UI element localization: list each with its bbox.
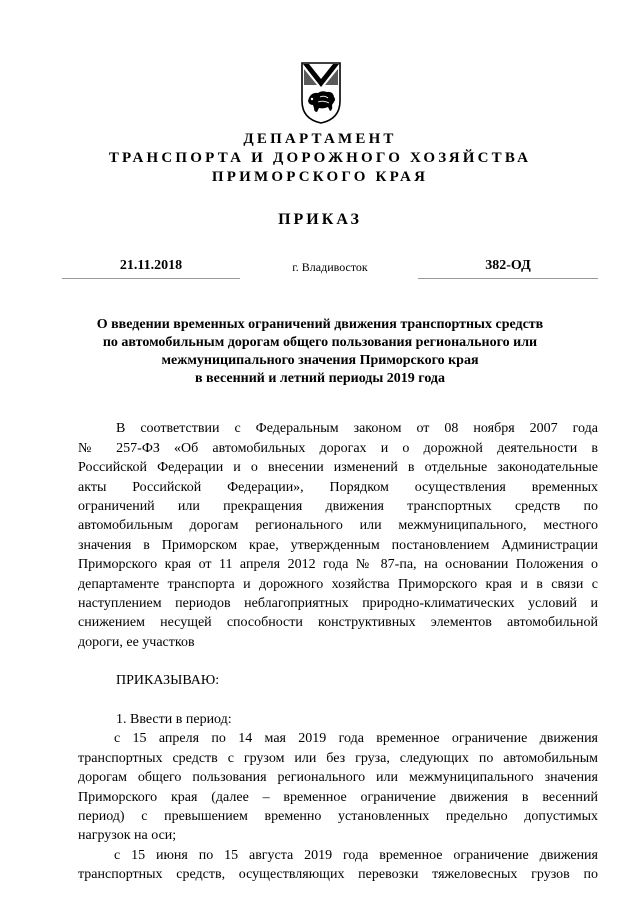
spring-restriction-line: Приморского края (далее – временное ограничение движения в весенний xyxy=(78,790,598,805)
document-type-title: ПРИКАЗ xyxy=(278,211,362,228)
preamble-line: акты Российской Федерации», Порядком осуществления временных xyxy=(78,480,598,495)
preamble-line: Приморского края от 11 апреля 2012 года № 87-па, на основании Положения о xyxy=(78,557,598,572)
order-date: 21.11.2018 xyxy=(62,258,240,279)
preamble-line: автомобильным дорогам регионального или межмуниципального, местного xyxy=(78,518,598,533)
department-name-line-1: ДЕПАРТАМЕНТ xyxy=(243,131,397,147)
preamble-line: снижением несущей способности конструктивных элементов автомобильной xyxy=(78,615,598,630)
order-city: г. Владивосток xyxy=(292,260,368,274)
order-directive: ПРИКАЗЫВАЮ: xyxy=(116,673,220,688)
department-name-line-3: ПРИМОРСКОГО КРАЯ xyxy=(211,169,429,185)
summer-restriction-line: с 15 июня по 15 августа 2019 года временное ограничение движения xyxy=(114,848,598,863)
preamble-line: значения в Приморском крае, утвержденным постановлением Администрации xyxy=(78,538,598,553)
item-1-heading: 1. Ввести в период: xyxy=(116,712,232,727)
order-number: 382-ОД xyxy=(418,258,598,279)
preamble-line: дороги, ее участков xyxy=(78,635,195,650)
department-name-line-2: ТРАНСПОРТА И ДОРОЖНОГО ХОЗЯЙСТВА xyxy=(108,150,532,166)
preamble-line: департаменте транспорта и дорожного хозяйства Приморского края и в связи с xyxy=(78,577,598,592)
preamble-line: № 257-ФЗ «Об автомобильных дорогах и о дорожной деятельности в xyxy=(78,441,598,456)
subject-line: в весенний и летний периоды 2019 года xyxy=(194,371,445,386)
spring-restriction-line: период) с превышением временно установленных предельно допустимых xyxy=(78,809,598,824)
preamble-line: Российской Федерации и о внесении изменений в отдельные законодательные xyxy=(78,460,598,475)
subject-line: по автомобильным дорогам общего пользования регионального или xyxy=(102,335,538,350)
spring-restriction-line: транспортных средств с грузом или без груза, следующих по автомобильным xyxy=(78,751,598,766)
summer-restriction-line: транспортных средств, осуществляющих перевозки тяжеловесных грузов по xyxy=(78,867,598,882)
spring-restriction-line: с 15 апреля по 14 мая 2019 года временное ограничение движения xyxy=(114,731,598,746)
subject-line: межмуниципального значения Приморского края xyxy=(161,353,479,368)
spring-restriction-line: нагрузок на оси; xyxy=(78,828,177,843)
primorsky-coat-of-arms-icon xyxy=(300,61,342,125)
preamble-line: наступлением периодов неблагоприятных природно-климатических условий и xyxy=(78,596,598,611)
preamble-line: ограничений или прекращения движения транспортных средств по xyxy=(78,499,598,514)
spring-restriction-line: дорогам общего пользования регионального или межмуниципального значения xyxy=(78,770,598,785)
subject-line: О введении временных ограничений движения транспортных средств xyxy=(96,317,544,332)
preamble-line: В соответствии с Федеральным законом от 08 ноября 2007 года xyxy=(116,421,598,436)
